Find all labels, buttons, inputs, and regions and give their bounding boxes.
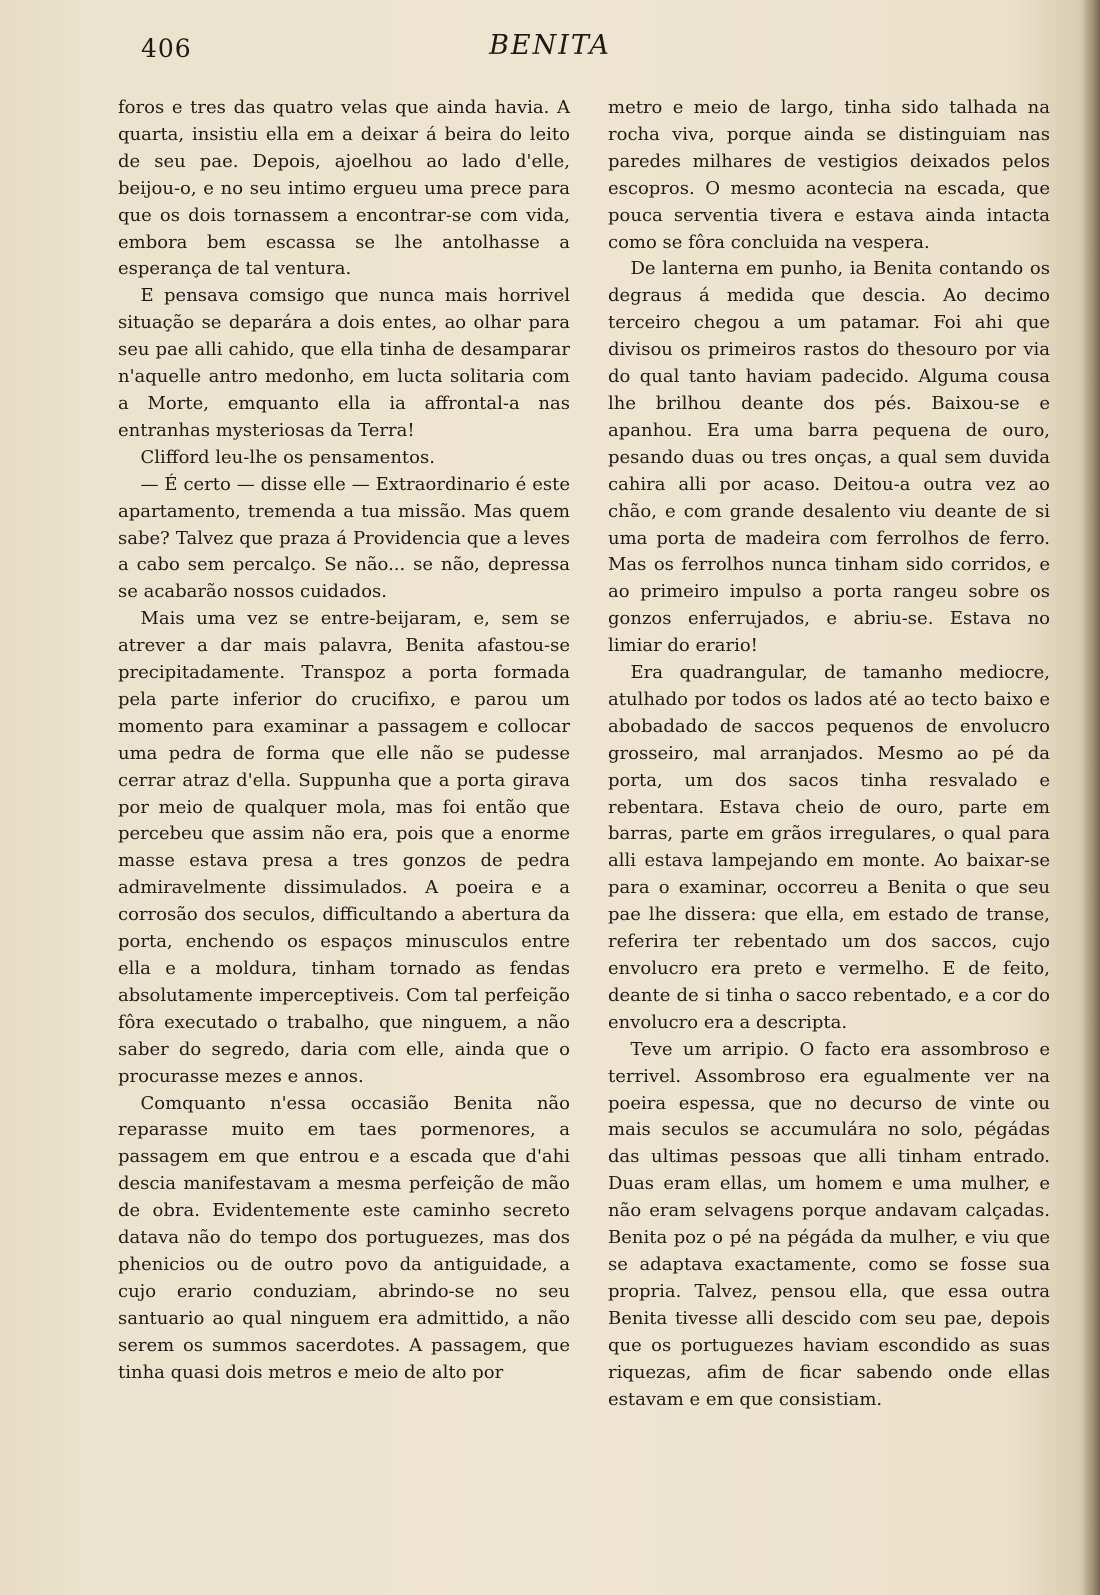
paragraph: Teve um arripio. O facto era assombroso e terrivel. Assombroso era egualmente ver na poeira espessa, que no decurso de vinte ou mais seculos se accumulára no solo, pégádas das ultimas pessoas que alli tinham entrado. Duas eram ellas, um homem e uma mulher, e não eram selvagens porque andavam calçadas. Benita poz o pé na pégáda da mulher, e viu que se adaptava exactamente, como se fosse sua propria. Talvez, pensou ella, que essa outra Benita tivesse alli descido com seu pae, depois que os portuguezes haviam escondido as suas riquezas, afim de ficar sabendo onde ellas estavam e em que consistiam.: [608, 1038, 1050, 1410]
paragraph: De lanterna em punho, ia Benita contando os degraus á medida que descia. Ao decimo terceiro chegou a um patamar. Foi ahi que divisou os primeiros rastos do thesouro por via do qual tanto haviam padecido. Alguma cousa lhe brilhou deante dos pés. Baixou-se e apanhou. Era uma barra pequena de ouro, pesando duas ou tres onças, a qual sem duvida cahira alli por acaso. Deitou-a outra vez ao chão, e com grande desalento viu deante de si uma porta de madeira com ferrolhos de ferro. Mas os ferrolhos nunca tinham sido corridos, e ao primeiro impulso a porta rangeu sobre os gonzos enferrujados, e abriu-se. Estava no limiar do erario!: [608, 258, 1050, 657]
paragraph: Mais uma vez se entre-beijaram, e, sem se atrever a dar mais palavra, Benita afastou-se precipitadamente. Transpoz a porta formada pela parte inferior do crucifixo, e parou um momento para examinar a passagem e collocar uma pedra de forma que elle não se pudesse cerrar atraz d'ella. Suppunha que a porta girava por meio de qualquer mola, mas foi então que percebeu que assim não era, pois que a enorme masse estava presa a tres gonzos de pedra admiravelmente dissimulados. A poeira e a corrosão dos seculos, difficultando a abertura da porta, enchendo os espaços minusculos entre ella e a moldura, tinham tornado as fendas absolutamente imperceptiveis. Com tal perfeição fôra executado o trabalho, que ninguem, a não saber do segredo, daria com elle, ainda que o procurasse mezes e annos.: [118, 608, 570, 1087]
paragraph: Clifford leu-lhe os pensamentos.: [140, 446, 435, 468]
paragraph: Comquanto n'essa occasião Benita não reparasse muito em taes pormenores, a passagem em que entrou e a escada que d'ahi descia manifestavam a mesma perfeição de mão de obra. Evidentemente este caminho secreto datava não do tempo dos portuguezes, mas dos phenicios ou de outro povo da antiguidade, a cujo erario conduziam, abrindo-se no seu santuario ao qual ninguem era admittido, a não serem os summos sacerdotes. A passagem, que tinha quasi dois metros e meio de alto por: [118, 1092, 570, 1383]
paragraph: E pensava comsigo que nunca mais horrivel situação se deparára a dois entes, ao olhar para seu pae alli cahido, que ella tinha de desamparar n'aquelle antro medonho, em lucta solitaria com a Morte, emquanto ella ia affrontal-a nas entranhas mysteriosas da Terra!: [118, 285, 570, 441]
running-title: BENITA: [489, 30, 611, 61]
paragraph: metro e meio de largo, tinha sido talhada na rocha viva, porque ainda se distinguiam nas paredes milhares de vestigios deixados pelos escopros. O mesmo acontecia na escada, que pouca serventia tivera e estava ainda intacta como se fôra concluida na vespera.: [608, 97, 1050, 253]
paragraph: — É certo — disse elle — Extraordinario é este apartamento, tremenda a tua missão. Mas quem sabe? Talvez que praza á Providencia que a leves a cabo sem percalço. Se não... se não, depressa se acabarão nossos cuidados.: [118, 473, 570, 603]
page-edge-shadow: [1082, 0, 1100, 1595]
left-column: [118, 95, 570, 1387]
paragraph: Era quadrangular, de tamanho mediocre, atulhado por todos os lados até ao tecto baixo e abobadado de saccos pequenos de envolucro grosseiro, mal arranjados. Mesmo ao pé da porta, um dos sacos tinha resvalado e rebentara. Estava cheio de ouro, parte em barras, parte em grãos irregulares, o qual para alli estava lampejando em monte. Ao baixar-se para o examinar, occorreu a Benita o que seu pae lhe dissera: que ella, em estado de transe, referira ter rebentado um dos saccos, cujo envolucro era preto e vermelho. E de feito, deante de si tinha o sacco rebentado, e a cor do envolucro era a descripta.: [608, 662, 1050, 1033]
paragraph: foros e tres das quatro velas que ainda havia. A quarta, insistiu ella em a deixar á beira do leito de seu pae. Depois, ajoelhou ao lado d'elle, beijou-o, e no seu intimo ergueu uma prece para que os dois tornassem a encontrar-se com vida, embora bem escassa se lhe antolhasse a esperança de tal ventura.: [118, 97, 570, 280]
right-column: [608, 95, 1050, 1413]
page-number: 406: [141, 34, 192, 63]
